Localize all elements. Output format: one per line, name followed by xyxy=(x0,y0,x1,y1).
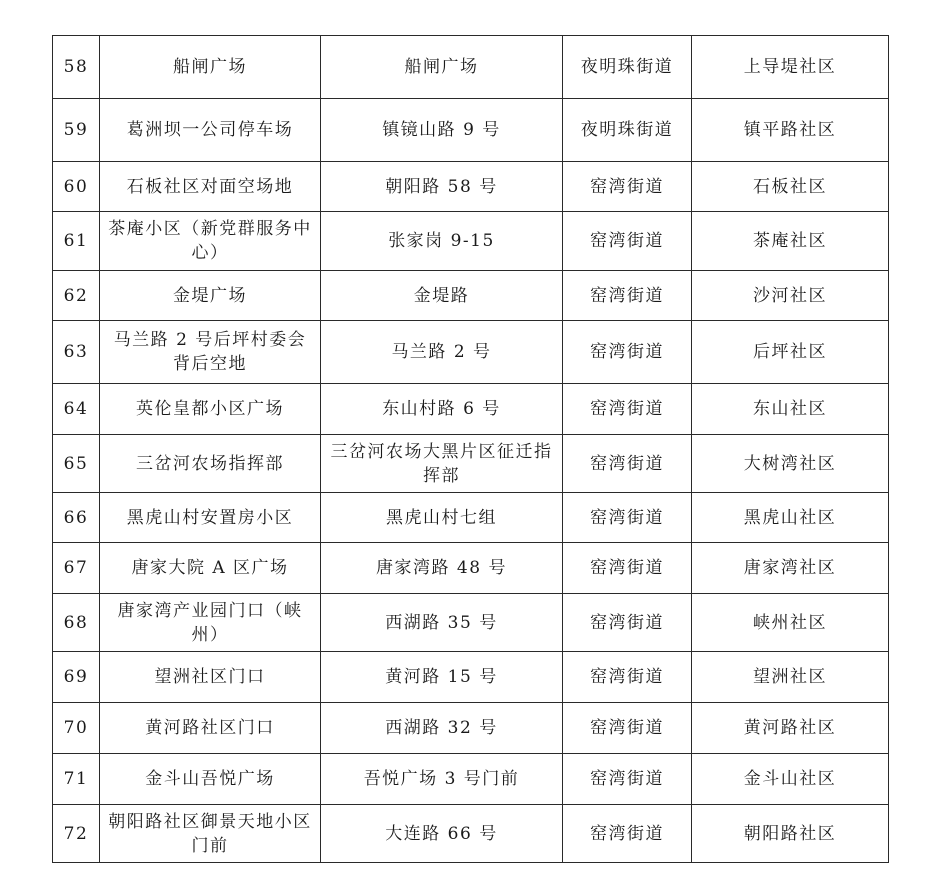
row-number-cell: 60 xyxy=(53,162,100,212)
row-number-cell: 66 xyxy=(53,493,100,543)
row-number-cell: 67 xyxy=(53,543,100,594)
community-cell: 峡州社区 xyxy=(692,594,889,652)
site-name-cell: 船闸广场 xyxy=(100,36,321,99)
site-name-cell: 望洲社区门口 xyxy=(100,652,321,703)
site-name-cell: 黄河路社区门口 xyxy=(100,703,321,754)
site-name-cell: 朝阳路社区御景天地小区门前 xyxy=(100,805,321,863)
site-name-cell: 茶庵小区（新党群服务中心） xyxy=(100,212,321,271)
street-cell: 窑湾街道 xyxy=(563,703,692,754)
row-number-cell: 70 xyxy=(53,703,100,754)
community-cell: 金斗山社区 xyxy=(692,754,889,805)
community-cell: 朝阳路社区 xyxy=(692,805,889,863)
row-number-cell: 59 xyxy=(53,99,100,162)
street-cell: 窑湾街道 xyxy=(563,805,692,863)
street-cell: 窑湾街道 xyxy=(563,321,692,384)
site-name-cell: 英伦皇都小区广场 xyxy=(100,384,321,435)
community-cell: 唐家湾社区 xyxy=(692,543,889,594)
site-name-cell: 黑虎山村安置房小区 xyxy=(100,493,321,543)
address-cell: 金堤路 xyxy=(321,271,563,321)
table-row xyxy=(53,805,889,863)
community-cell: 镇平路社区 xyxy=(692,99,889,162)
table-row xyxy=(53,212,889,271)
community-cell: 望洲社区 xyxy=(692,652,889,703)
community-cell: 后坪社区 xyxy=(692,321,889,384)
table-row xyxy=(53,435,889,493)
row-number-cell: 68 xyxy=(53,594,100,652)
street-cell: 窑湾街道 xyxy=(563,271,692,321)
street-cell: 窑湾街道 xyxy=(563,212,692,271)
address-cell: 西湖路 35 号 xyxy=(321,594,563,652)
street-cell: 窑湾街道 xyxy=(563,384,692,435)
street-cell: 窑湾街道 xyxy=(563,754,692,805)
table-row xyxy=(53,99,889,162)
table-row xyxy=(53,594,889,652)
table-row xyxy=(53,703,889,754)
address-cell: 张家岗 9-15 xyxy=(321,212,563,271)
address-cell: 黄河路 15 号 xyxy=(321,652,563,703)
community-cell: 黄河路社区 xyxy=(692,703,889,754)
site-name-cell: 石板社区对面空场地 xyxy=(100,162,321,212)
table-row xyxy=(53,271,889,321)
row-number-cell: 64 xyxy=(53,384,100,435)
row-number-cell: 61 xyxy=(53,212,100,271)
row-number-cell: 58 xyxy=(53,36,100,99)
address-cell: 大连路 66 号 xyxy=(321,805,563,863)
street-cell: 夜明珠街道 xyxy=(563,36,692,99)
community-cell: 东山社区 xyxy=(692,384,889,435)
address-cell: 船闸广场 xyxy=(321,36,563,99)
address-cell: 唐家湾路 48 号 xyxy=(321,543,563,594)
table-row xyxy=(53,162,889,212)
address-cell: 马兰路 2 号 xyxy=(321,321,563,384)
table-row xyxy=(53,321,889,384)
row-number-cell: 62 xyxy=(53,271,100,321)
address-cell: 吾悦广场 3 号门前 xyxy=(321,754,563,805)
site-name-cell: 金堤广场 xyxy=(100,271,321,321)
site-name-cell: 三岔河农场指挥部 xyxy=(100,435,321,493)
street-cell: 夜明珠街道 xyxy=(563,99,692,162)
table-row xyxy=(53,493,889,543)
address-cell: 朝阳路 58 号 xyxy=(321,162,563,212)
table-row xyxy=(53,384,889,435)
street-cell: 窑湾街道 xyxy=(563,493,692,543)
street-cell: 窑湾街道 xyxy=(563,435,692,493)
street-cell: 窑湾街道 xyxy=(563,652,692,703)
row-number-cell: 65 xyxy=(53,435,100,493)
table-row xyxy=(53,652,889,703)
community-cell: 上导堤社区 xyxy=(692,36,889,99)
street-cell: 窑湾街道 xyxy=(563,543,692,594)
row-number-cell: 69 xyxy=(53,652,100,703)
address-cell: 西湖路 32 号 xyxy=(321,703,563,754)
row-number-cell: 71 xyxy=(53,754,100,805)
sites-table-body xyxy=(53,36,889,863)
address-cell: 东山村路 6 号 xyxy=(321,384,563,435)
table-row xyxy=(53,543,889,594)
street-cell: 窑湾街道 xyxy=(563,162,692,212)
site-name-cell: 唐家湾产业园门口（峡州） xyxy=(100,594,321,652)
table-row xyxy=(53,754,889,805)
community-cell: 黑虎山社区 xyxy=(692,493,889,543)
community-cell: 茶庵社区 xyxy=(692,212,889,271)
site-name-cell: 唐家大院 A 区广场 xyxy=(100,543,321,594)
site-name-cell: 马兰路 2 号后坪村委会背后空地 xyxy=(100,321,321,384)
street-cell: 窑湾街道 xyxy=(563,594,692,652)
site-name-cell: 金斗山吾悦广场 xyxy=(100,754,321,805)
table-row xyxy=(53,36,889,99)
community-cell: 沙河社区 xyxy=(692,271,889,321)
site-name-cell: 葛洲坝一公司停车场 xyxy=(100,99,321,162)
row-number-cell: 72 xyxy=(53,805,100,863)
sites-table xyxy=(52,35,889,863)
address-cell: 黑虎山村七组 xyxy=(321,493,563,543)
community-cell: 石板社区 xyxy=(692,162,889,212)
address-cell: 三岔河农场大黑片区征迁指挥部 xyxy=(321,435,563,493)
row-number-cell: 63 xyxy=(53,321,100,384)
address-cell: 镇镜山路 9 号 xyxy=(321,99,563,162)
community-cell: 大树湾社区 xyxy=(692,435,889,493)
